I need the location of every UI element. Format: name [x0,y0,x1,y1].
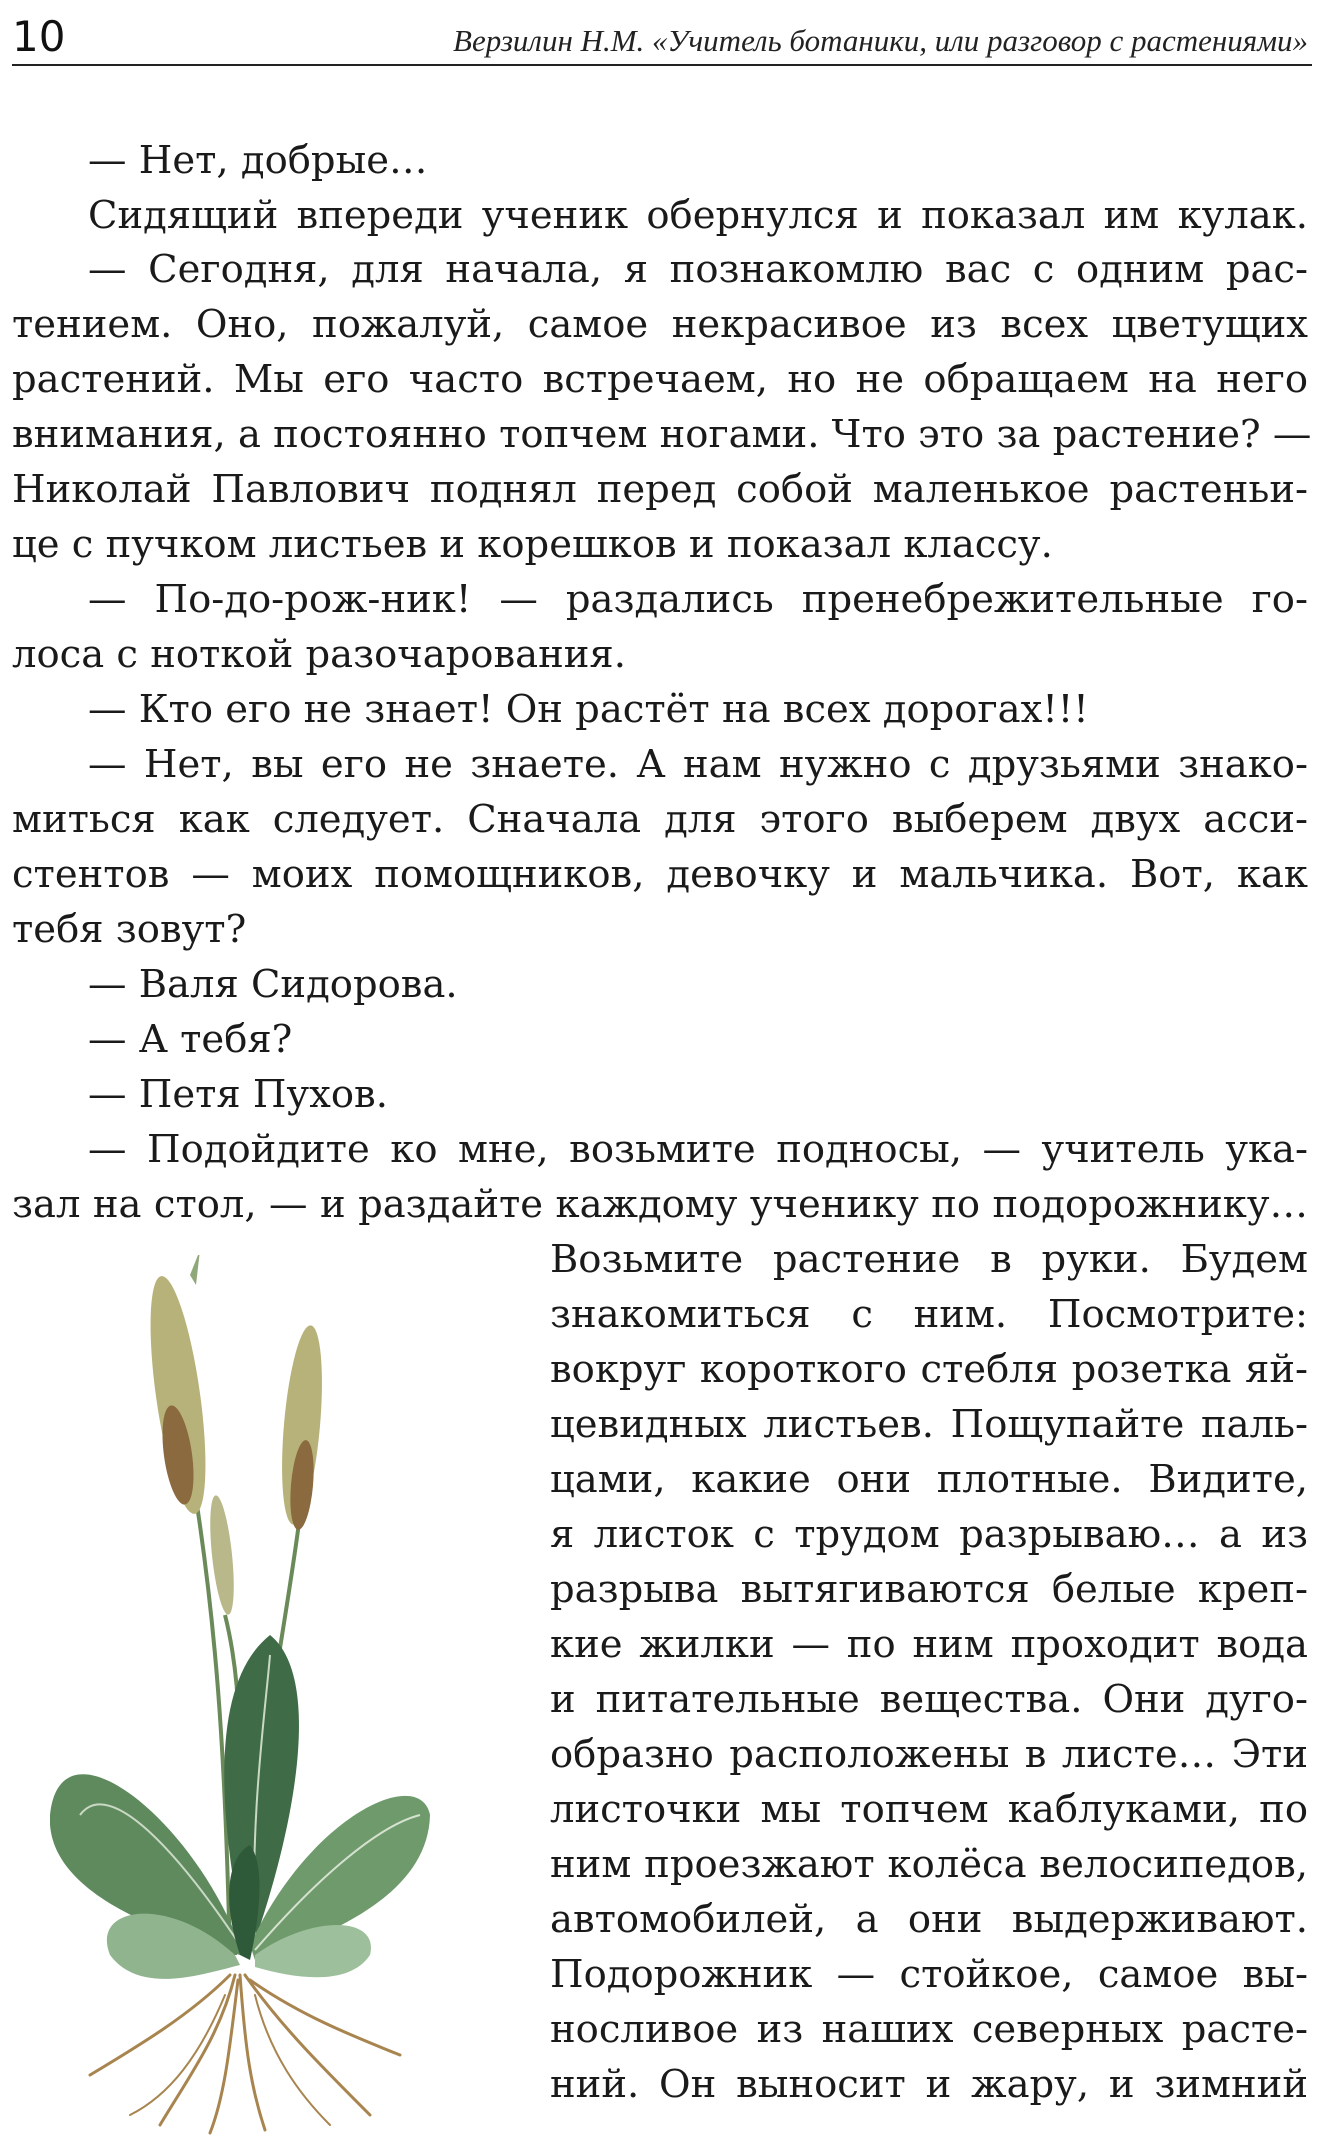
text-line: вокруг короткого стебля розетка яй- [550,1347,1308,1392]
running-title: Верзилин Н.М. «Учитель ботаники, или разговор с растениями» [453,23,1308,58]
text-line: тением. Оно, пожалуй, самое некрасивое из всех цветущих [12,302,1308,347]
text-line: ним проезжают колёса велосипедов, [550,1842,1308,1887]
text-line: це с пучком листьев и корешков и показал классу. [12,522,1053,567]
page-header [12,14,1312,66]
text-line: Подорожник — стойкое, самое вы- [550,1952,1308,1997]
text-line: и питательные вещества. Они дуго- [550,1677,1308,1722]
text-line: Сидящий впереди ученик обернулся и показал им кулак. [88,193,1308,238]
plant-spikes [140,1255,329,1616]
text-line: носливое из наших северных расте- [550,2007,1308,2052]
text-line: стентов — моих помощников, девочку и мальчика. Вот, как [12,852,1308,897]
text-line: зал на стол, — и раздайте каждому ученику по подорожнику… [12,1182,1308,1227]
text-line: я листок с трудом разрываю… а из [550,1512,1308,1557]
text-line: цами, какие они плотные. Видите, [550,1457,1308,1502]
text-line: кие жилки — по ним проходит вода [550,1622,1308,1667]
text-line: — Подойдите ко мне, возьмите подносы, — учитель ука- [88,1127,1308,1172]
text-line: — Нет, добрые… [88,138,428,183]
text-line: — Петя Пухов. [88,1072,388,1117]
text-line: — Сегодня, для начала, я познакомлю вас с одним рас- [88,247,1308,292]
text-line: — Валя Сидорова. [88,962,458,1007]
text-line: разрыва вытягиваются белые креп- [550,1567,1308,1612]
text-line: листочки мы топчем каблуками, по [550,1787,1308,1832]
text-line: — Нет, вы его не знаете. А нам нужно с друзьями знако- [88,742,1308,787]
text-line: внимания, а постоянно топчем ногами. Что это за растение? — [12,412,1312,457]
text-line: — По-до-рож-ник! — раздались пренебрежительные го- [88,577,1308,622]
text-line: Николай Павлович поднял перед собой маленькое растеньи- [12,467,1308,512]
text-line: ний. Он выносит и жару, и зимний [550,2062,1308,2107]
text-line: миться как следует. Сначала для этого выберем двух асси- [12,797,1308,842]
text-line: знакомиться с ним. Посмотрите: [550,1292,1308,1337]
text-line: — Кто его не знает! Он растёт на всех дорогах!!! [88,687,1089,732]
page-number: 10 [12,12,66,61]
text-line: цевидных листьев. Пощупайте паль- [550,1402,1308,1447]
text-line: лоса с ноткой разочарования. [12,632,626,677]
text-line: растений. Мы его часто встречаем, но не обращаем на него [12,357,1308,402]
text-line: Возьмите растение в руки. Будем [550,1237,1308,1282]
plant-roots [90,1975,400,2133]
text-line: образно расположены в листе… Эти [550,1732,1308,1777]
plantain-illustration [50,1255,430,2135]
text-line: тебя зовут? [12,907,247,952]
text-line: — А тебя? [88,1017,293,1062]
plant-leaves [50,1635,430,1979]
text-line: автомобилей, а они выдерживают. [550,1897,1308,1942]
